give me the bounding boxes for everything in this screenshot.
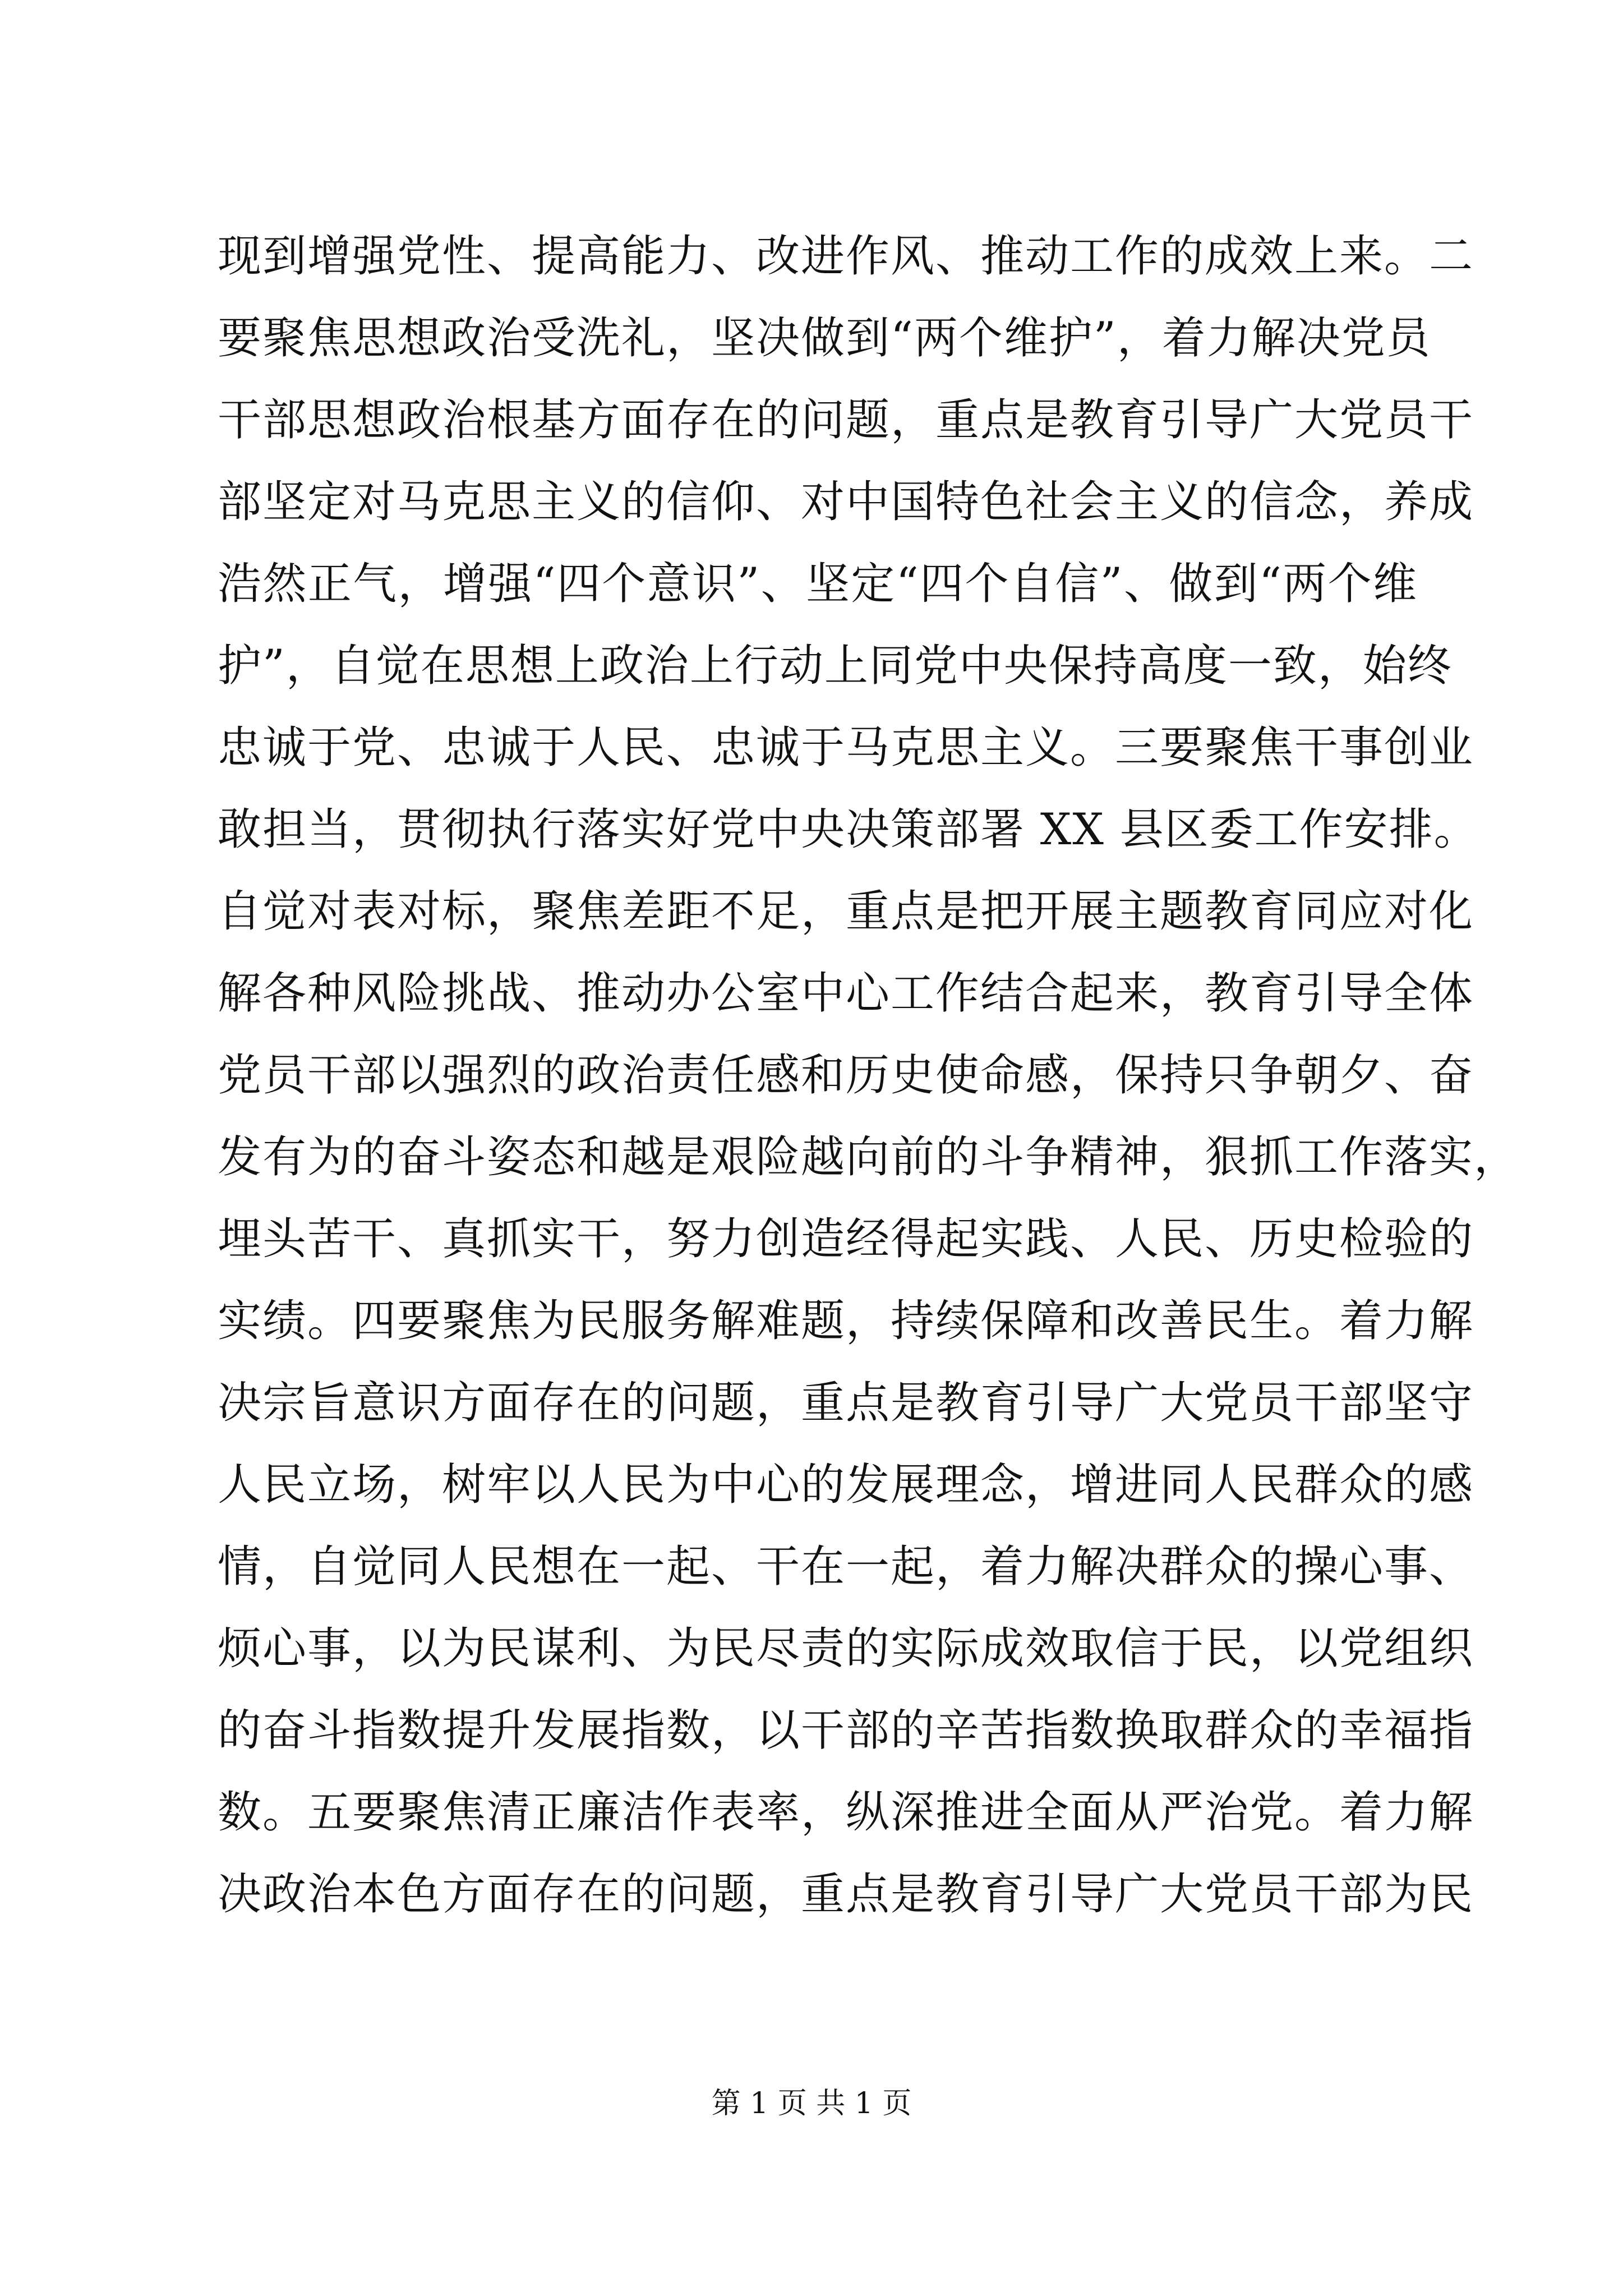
document-body: [218, 215, 1519, 1935]
text-line-15: 决宗旨意识方面存在的问题，重点是教育引导广大党员干部坚守: [218, 1378, 1474, 1428]
text-line-3: 干部思想政治根基方面存在的问题，重点是教育引导广大党员干: [218, 395, 1474, 445]
text-line-9: 自觉对表对标，聚焦差距不足，重点是把开展主题教育同应对化: [218, 886, 1474, 937]
text-line-18: 烦心事，以为民谋利、为民尽责的实际成效取信于民，以党组织: [218, 1623, 1474, 1674]
text-line-2: 要聚焦思想政治受洗礼，坚决做到“两个维护”，着力解决党员: [218, 313, 1431, 364]
text-line-1: 现到增强党性、提高能力、改进作风、推动工作的成效上来。二: [218, 231, 1474, 282]
text-line-10: 解各种风险挑战、推动办公室中心工作结合起来，教育引导全体: [218, 968, 1474, 1019]
text-line-6: 护”，自觉在思想上政治上行动上同党中央保持高度一致，始终: [218, 641, 1453, 691]
text-line-12: 发有为的奋斗姿态和越是艰险越向前的斗争精神，狠抓工作落实，: [218, 1132, 1519, 1182]
page-number-footer: 第 1 页 共 1 页: [711, 2087, 912, 2120]
text-line-17: 情，自觉同人民想在一起、干在一起，着力解决群众的操心事、: [218, 1542, 1474, 1592]
text-line-8: 敢担当，贯彻执行落实好党中央决策部署 XX 县区委工作安排。: [218, 804, 1479, 855]
text-line-20: 数。五要聚焦清正廉洁作表率，纵深推进全面从严治党。着力解: [218, 1787, 1474, 1838]
text-line-13: 埋头苦干、真抓实干，努力创造经得起实践、人民、历史检验的: [218, 1214, 1474, 1264]
text-line-5: 浩然正气，增强“四个意识”、坚定“四个自信”、做到“两个维: [218, 559, 1418, 609]
text-line-16: 人民立场，树牢以人民为中心的发展理念，增进同人民群众的感: [218, 1460, 1474, 1510]
text-line-4: 部坚定对马克思主义的信仰、对中国特色社会主义的信念，养成: [218, 477, 1474, 527]
text-line-7: 忠诚于党、忠诚于人民、忠诚于马克思主义。三要聚焦干事创业: [218, 723, 1474, 773]
text-line-21: 决政治本色方面存在的问题，重点是教育引导广大党员干部为民: [218, 1869, 1474, 1920]
text-line-19: 的奋斗指数提升发展指数，以干部的辛苦指数换取群众的幸福指: [218, 1705, 1474, 1756]
text-line-11: 党员干部以强烈的政治责任感和历史使命感，保持只争朝夕、奋: [218, 1050, 1474, 1101]
text-line-14: 实绩。四要聚焦为民服务解难题，持续保障和改善民生。着力解: [218, 1296, 1474, 1346]
